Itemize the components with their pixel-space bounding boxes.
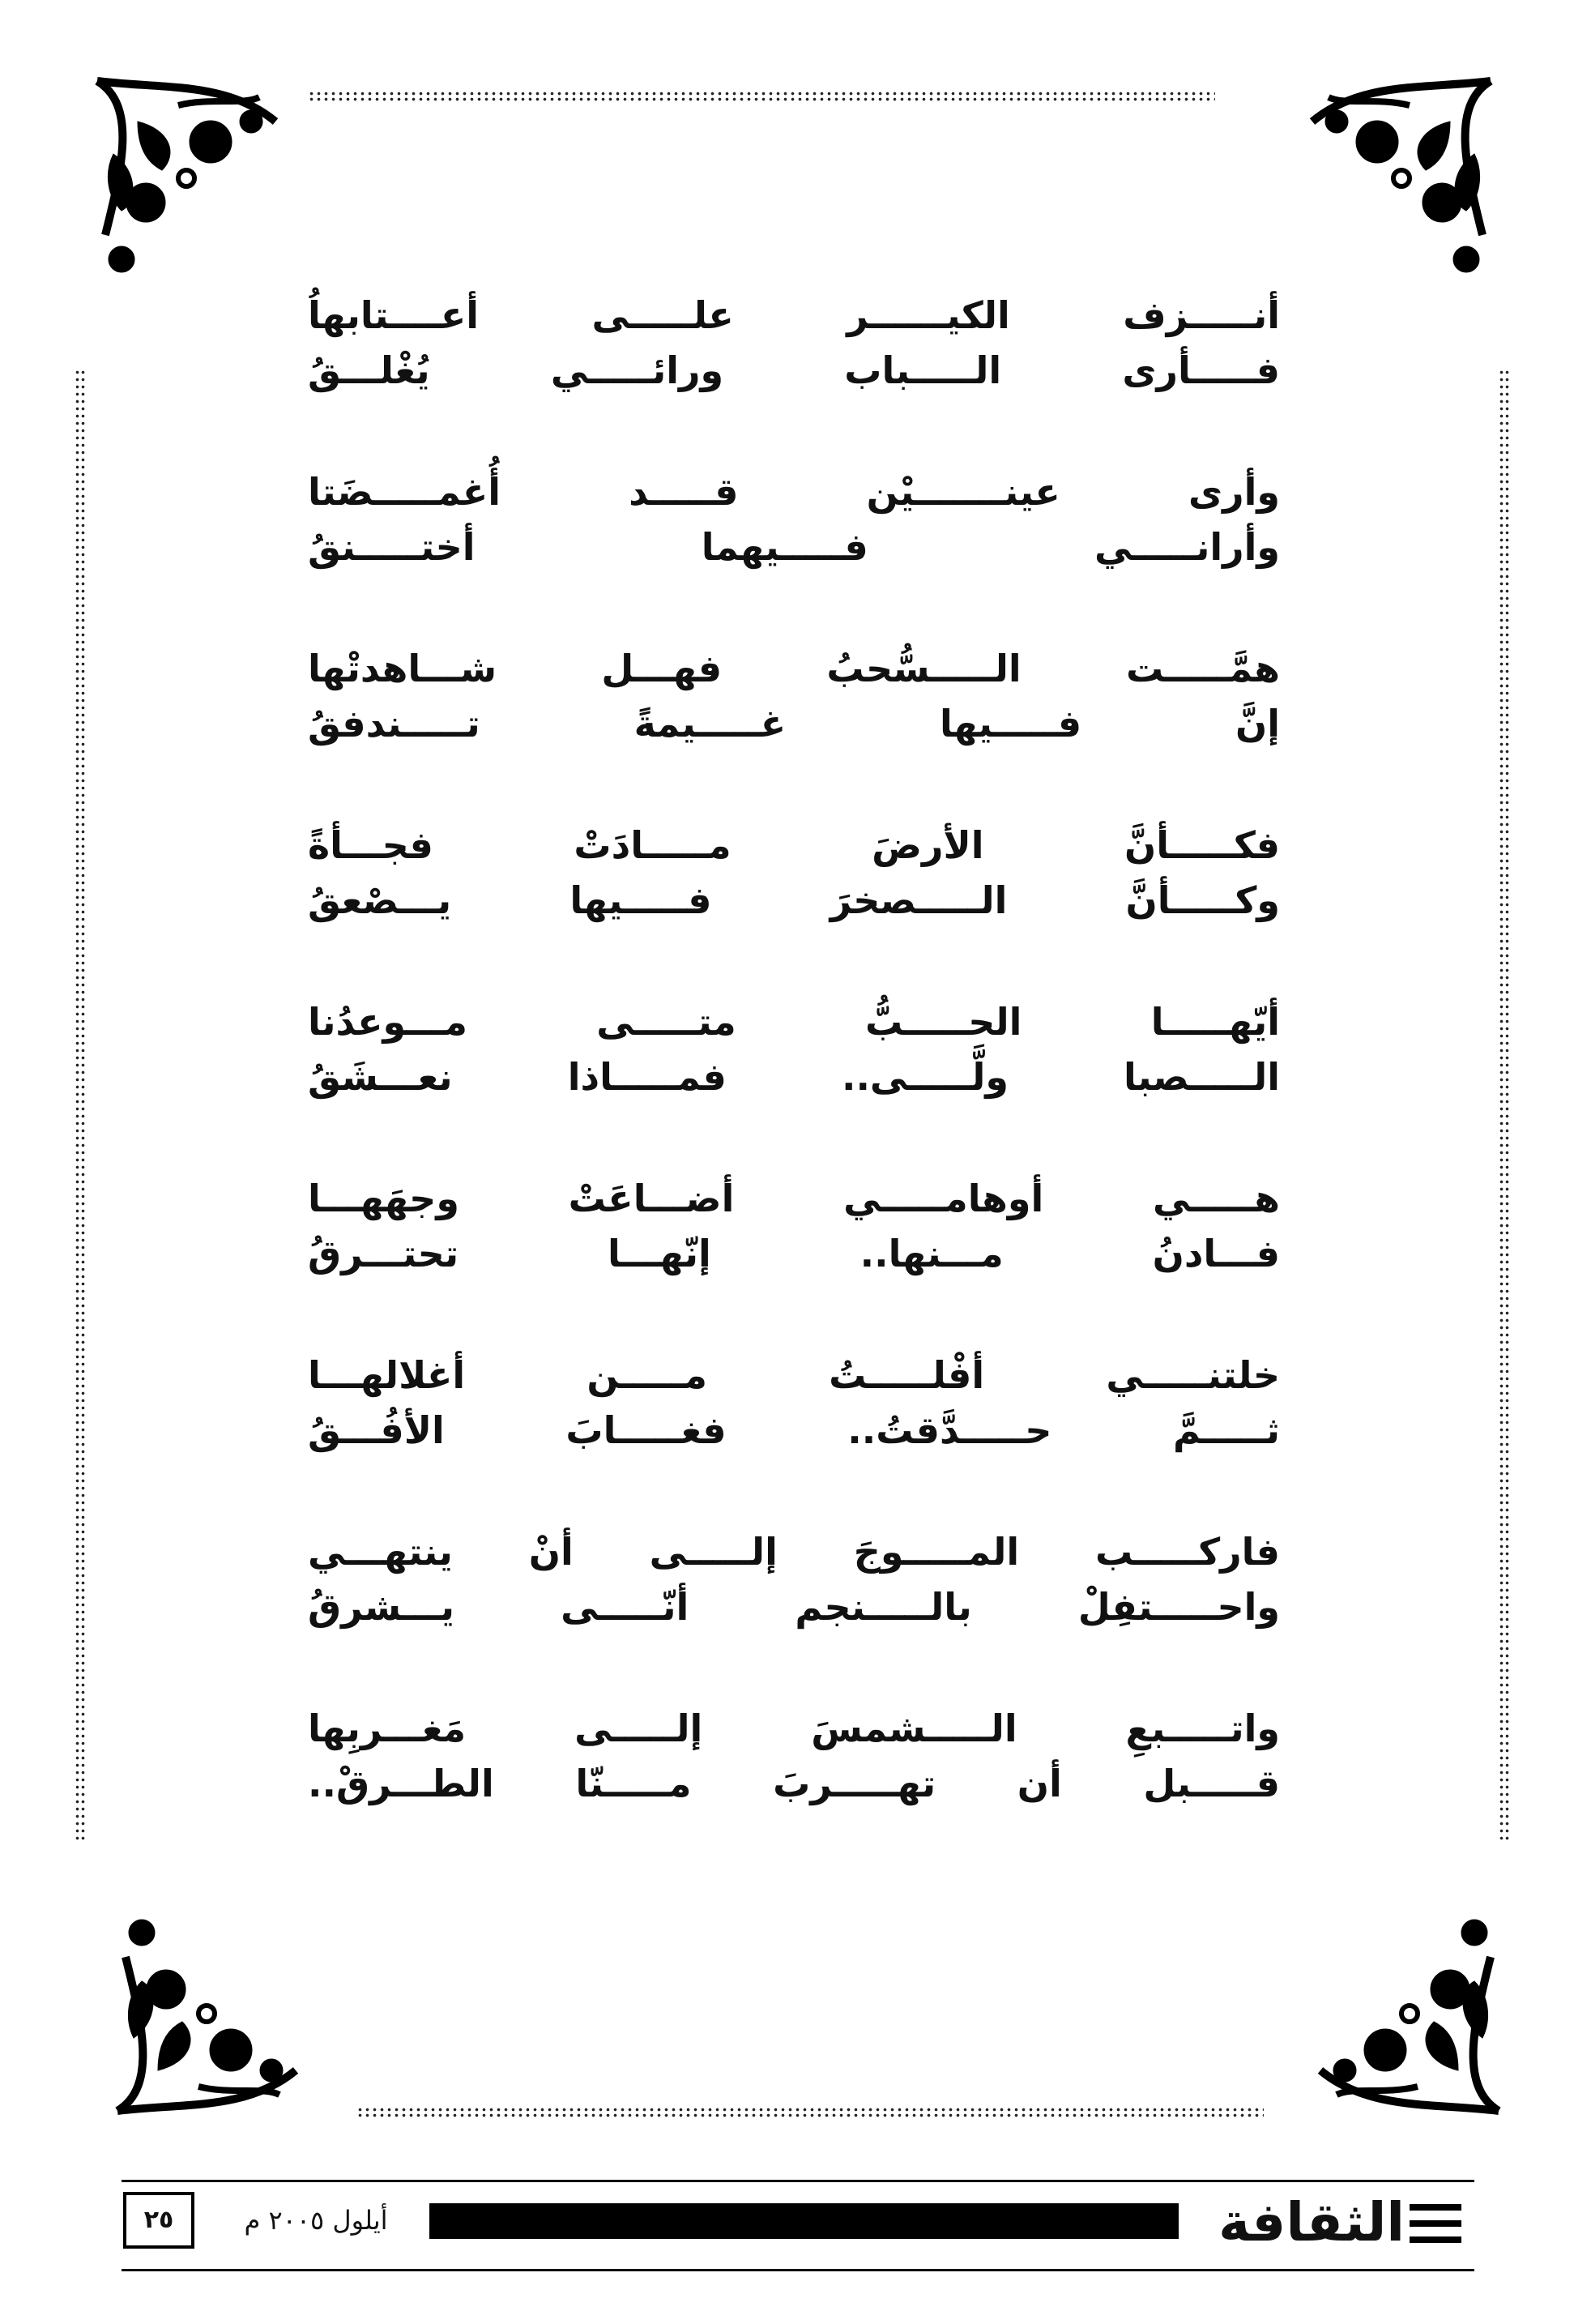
right-dotted-rule xyxy=(1499,369,1510,1843)
verse-line: هـــــي أوهامـــــي أضـــاعَتْ وجهَهـــا xyxy=(308,1177,1280,1220)
verse-line: فـــادنُ مـــنها.. إنّهـــا تحتـــرقُ xyxy=(308,1232,1280,1275)
verse-line: فاركـــــب المـــــوجَ إلـــــى أنْ ينتهـــي xyxy=(308,1530,1280,1574)
left-dotted-rule xyxy=(75,369,86,1843)
stanza xyxy=(308,1348,1280,1458)
top-left-corner-ornament xyxy=(89,73,292,292)
verse-line: أنـــــزف الكيــــــر علـــــى أعــــتابهاُ xyxy=(308,293,1280,337)
bottom-dotted-rule xyxy=(356,2107,1264,2118)
stanza xyxy=(308,1171,1280,1281)
stanza xyxy=(308,641,1280,751)
bottom-left-corner-ornament xyxy=(109,1900,312,2119)
page-number: ٢٥ xyxy=(123,2192,194,2249)
footer-top-rule xyxy=(122,2180,1474,2182)
top-dotted-rule xyxy=(308,91,1215,102)
stanza xyxy=(308,464,1280,575)
stanza xyxy=(308,1524,1280,1634)
stanza xyxy=(308,994,1280,1104)
bottom-right-corner-ornament xyxy=(1304,1900,1507,2119)
poem-body xyxy=(308,288,1280,1878)
footer-black-bar xyxy=(429,2203,1179,2239)
verse-line: وأرى عينـــــــيْن قـــــد أُغمـــــضَتا xyxy=(308,470,1280,514)
magazine-masthead xyxy=(1170,2188,1461,2258)
verse-line: فكـــــأنَّ الأرضَ مـــــادَتْ فجـــأةً xyxy=(308,823,1280,867)
stanza xyxy=(308,818,1280,928)
top-right-corner-ornament xyxy=(1296,73,1499,292)
issue-date: أيلول ٢٠٠٥ م xyxy=(244,2205,388,2236)
verse-line: واحـــــتفِلْ بالـــــنجم أنّـــــى يـــشرقُ xyxy=(308,1585,1280,1629)
verse-line: خلتنـــــي أفْلـــــتُ مـــــن أغلالهـــا xyxy=(308,1353,1280,1397)
verse-line: ثـــــمَّ حـــــدَّقتُ.. فغـــــابَ الأفُـــقُ xyxy=(308,1408,1280,1452)
verse-line: أيّهـــــا الحـــــبُّ متـــــى مـــوعدُنا xyxy=(308,1000,1280,1044)
stanza xyxy=(308,1701,1280,1811)
verse-line: وكـــــأنَّ الـــــصخرَ فـــــيها يـــصْعقُ xyxy=(308,878,1280,922)
stanza xyxy=(308,288,1280,398)
verse-line: وأرانـــــي فـــــيهما أختـــــنقُ xyxy=(308,525,1280,569)
verse-line: الـــــصبا ولَّـــــى.. فمـــــاذا نعـــشَقُ xyxy=(308,1055,1280,1099)
verse-line: إنَّ فـــــيها غـــــيمةً تـــــندفقُ xyxy=(308,702,1280,745)
verse-line: همَّـــــت الـــــسُّحبُ فهـــل شـــاهدتْها xyxy=(308,647,1280,690)
verse-line: قـــــبل أن تهـــــربَ مـــــنّا الطـــرقْ.. xyxy=(308,1762,1280,1805)
verse-line: فـــــأرى الـــــباب ورائـــــي يُغْلـــقُ xyxy=(308,348,1280,392)
verse-line: واتـــــبعِ الـــــشمسَ إلـــــى مَغـــربِها xyxy=(308,1707,1280,1750)
footer-bottom-rule xyxy=(122,2269,1474,2271)
masthead-title: الثقافة xyxy=(1218,2191,1405,2254)
